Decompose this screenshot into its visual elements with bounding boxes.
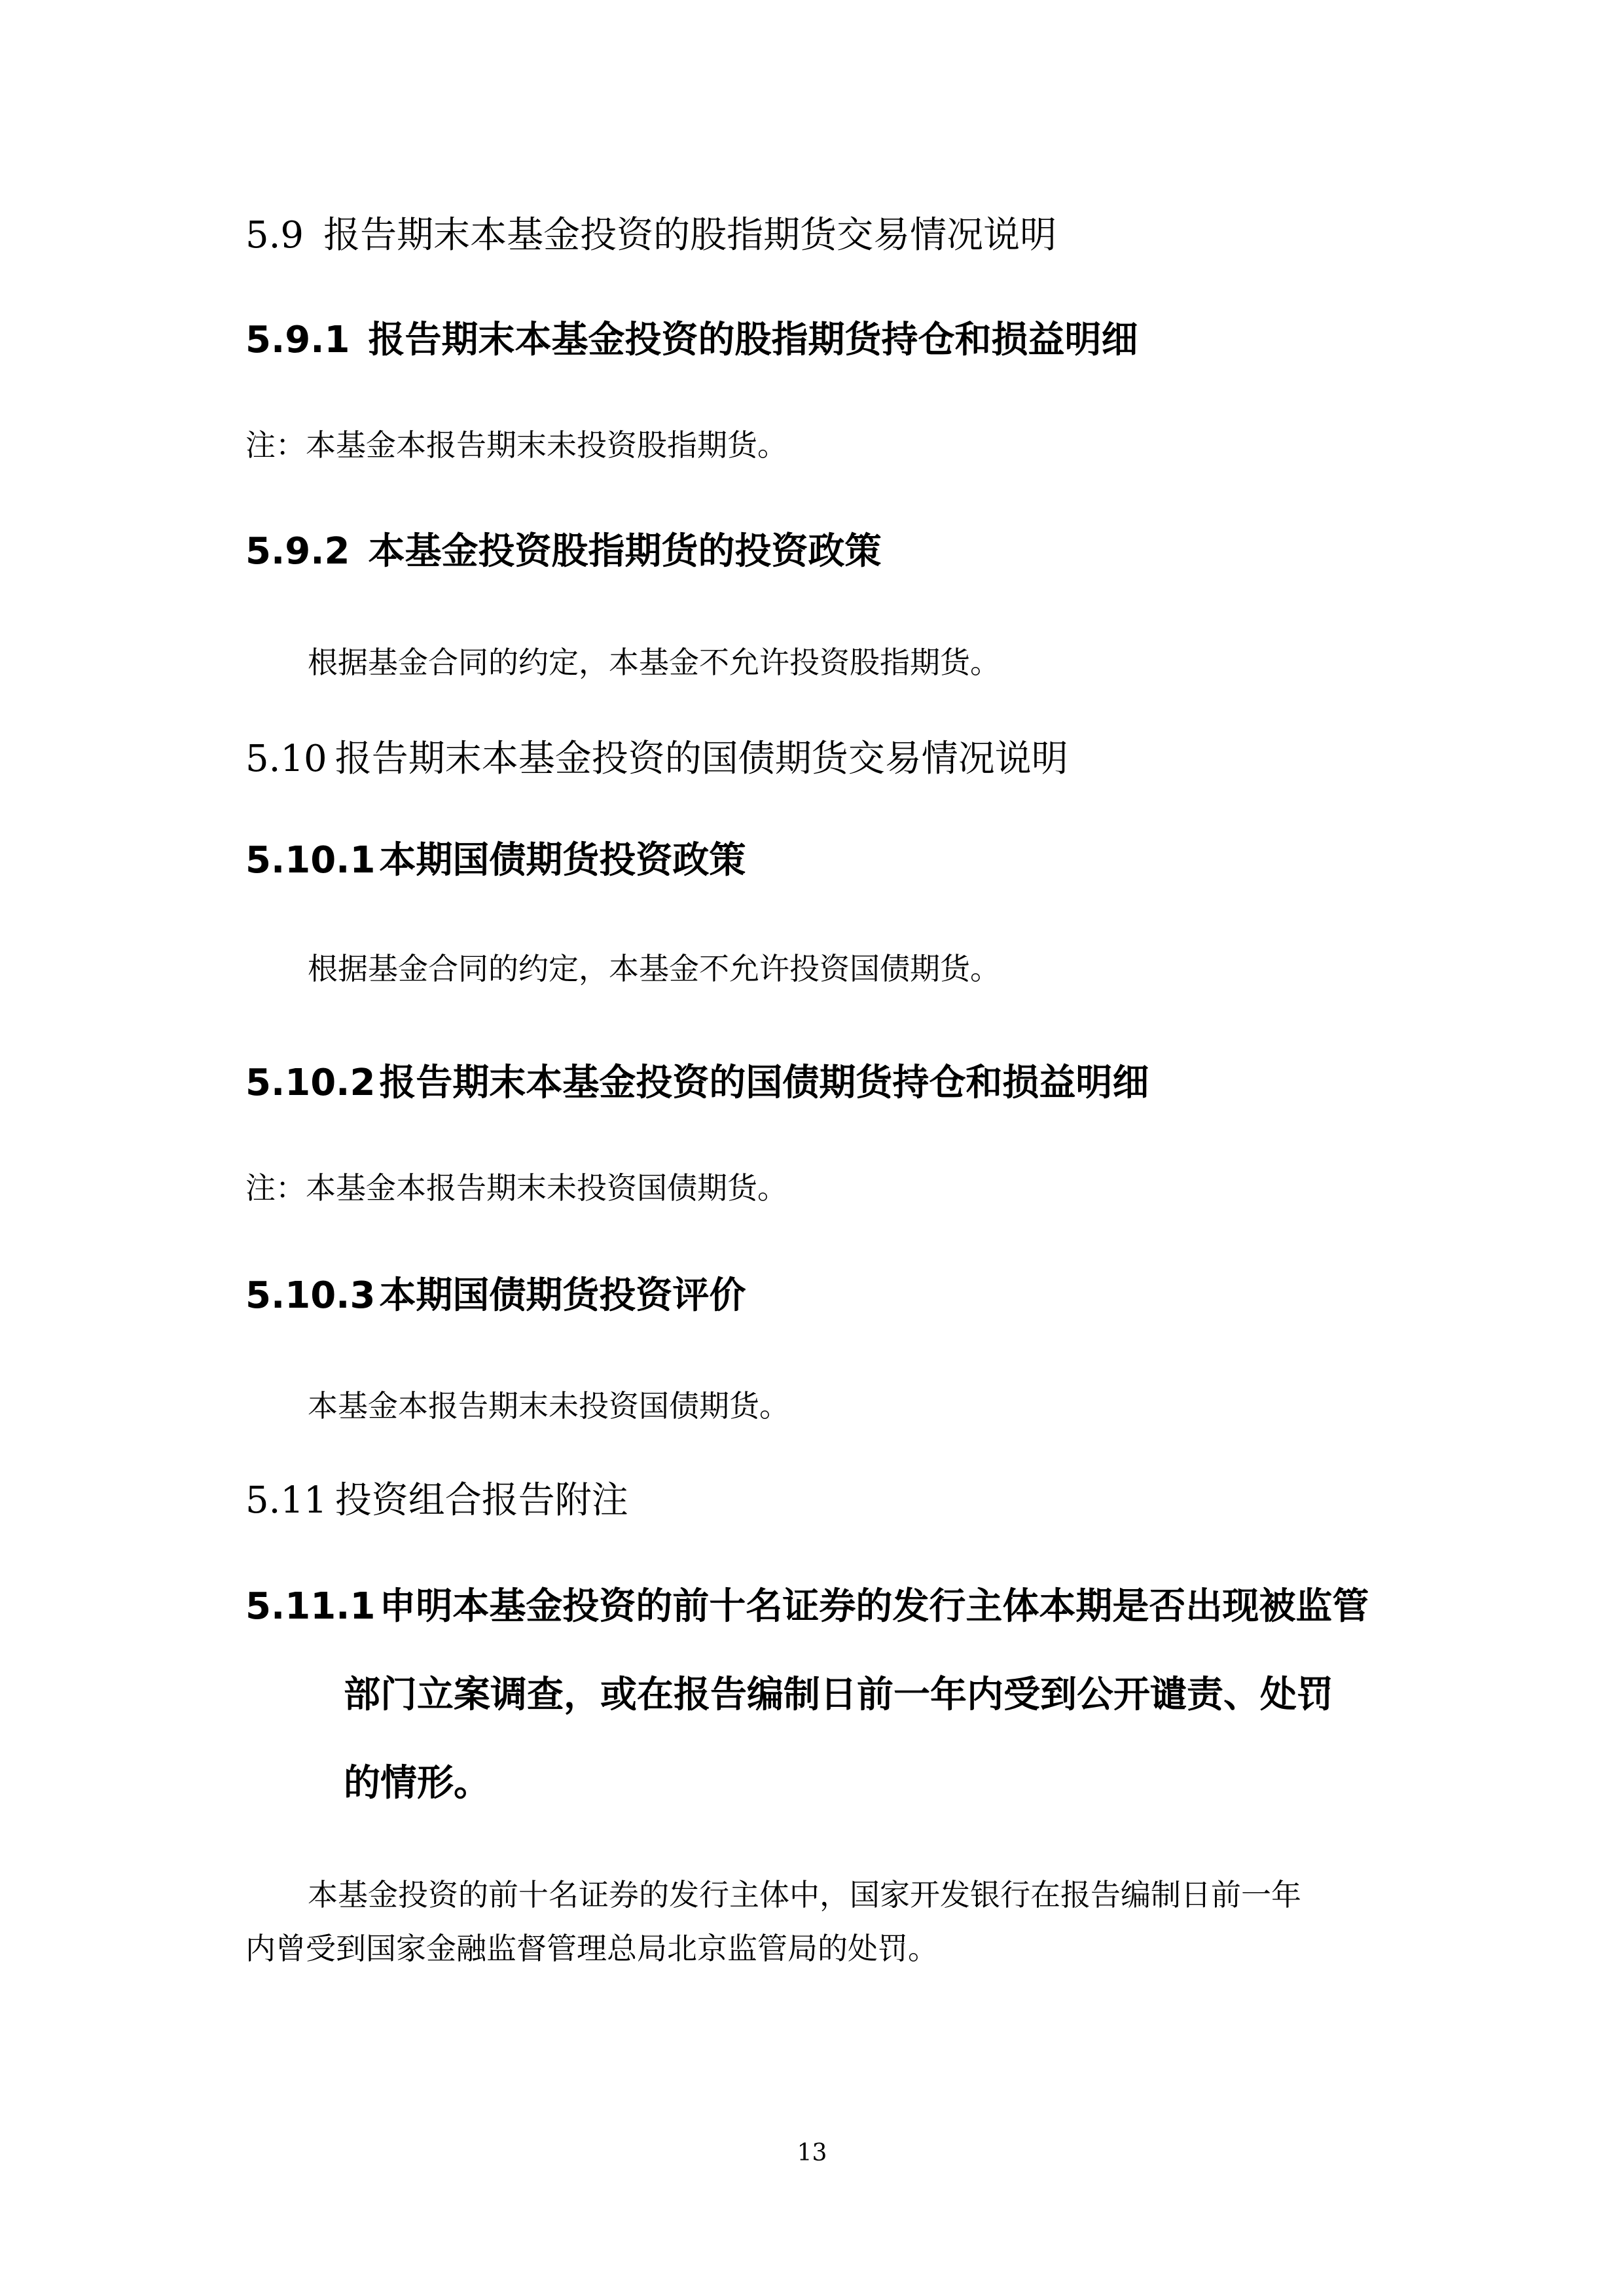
heading-5-9-1	[245, 317, 1138, 363]
heading-number: 5.10	[245, 738, 327, 780]
heading-title: 本基金投资股指期货的投资政策	[368, 530, 882, 573]
heading-number: 5.9	[245, 214, 304, 257]
heading-title-line-1: 申明本基金投资的前十名证券的发行主体本期是否出现被监管	[379, 1585, 1369, 1628]
heading-number: 5.11	[245, 1479, 327, 1522]
heading-title: 报告期末本基金投资的国债期货交易情况说明	[334, 738, 1068, 780]
heading-title-line-2: 部门立案调查，或在报告编制日前一年内受到公开谴责、处罚	[344, 1674, 1333, 1716]
heading-number: 5.9.1	[245, 319, 350, 361]
note-5-10-2: 注：本基金本报告期末未投资国债期货。	[245, 1170, 787, 1206]
paragraph-5-10-3: 本基金本报告期末未投资国债期货。	[308, 1388, 789, 1424]
heading-5-10-2	[245, 1060, 1149, 1106]
heading-5-11-1	[245, 1584, 1384, 1820]
heading-title-line-3: 的情形。	[344, 1762, 490, 1804]
heading-5-10-3	[245, 1273, 746, 1319]
heading-title: 本期国债期货投资政策	[379, 839, 746, 882]
heading-title: 投资组合报告附注	[334, 1479, 628, 1522]
paragraph-line-2: 内曾受到国家金融监督管理总局北京监管局的处罚。	[245, 1931, 938, 1966]
heading-5-9	[245, 213, 1056, 259]
note-5-9-1: 注：本基金本报告期末未投资股指期货。	[245, 427, 787, 463]
heading-number: 5.10.3	[245, 1274, 376, 1317]
heading-5-10	[245, 736, 1068, 782]
heading-number: 5.11.1	[245, 1585, 376, 1628]
paragraph-5-10-1: 根据基金合同的约定，本基金不允许投资国债期货。	[308, 951, 1000, 986]
heading-line	[245, 1584, 1369, 1630]
heading-title: 本期国债期货投资评价	[379, 1274, 746, 1317]
heading-title: 报告期末本基金投资的股指期货交易情况说明	[323, 214, 1057, 257]
heading-title: 报告期末本基金投资的股指期货持仓和损益明细	[368, 319, 1138, 361]
paragraph-line-1: 本基金投资的前十名证券的发行主体中，国家开发银行在报告编制日前一年	[308, 1877, 1301, 1912]
heading-5-10-1	[245, 838, 746, 884]
heading-number: 5.10.2	[245, 1062, 376, 1104]
page-number: 13	[797, 2140, 827, 2166]
paragraph-5-11-1	[245, 1875, 1384, 1980]
paragraph-5-9-2: 根据基金合同的约定，本基金不允许投资股指期货。	[308, 645, 1000, 680]
heading-5-11	[245, 1478, 628, 1524]
heading-5-9-2	[245, 529, 881, 575]
heading-number: 5.10.1	[245, 839, 376, 882]
heading-number: 5.9.2	[245, 530, 350, 573]
heading-title: 报告期末本基金投资的国债期货持仓和损益明细	[379, 1062, 1149, 1104]
